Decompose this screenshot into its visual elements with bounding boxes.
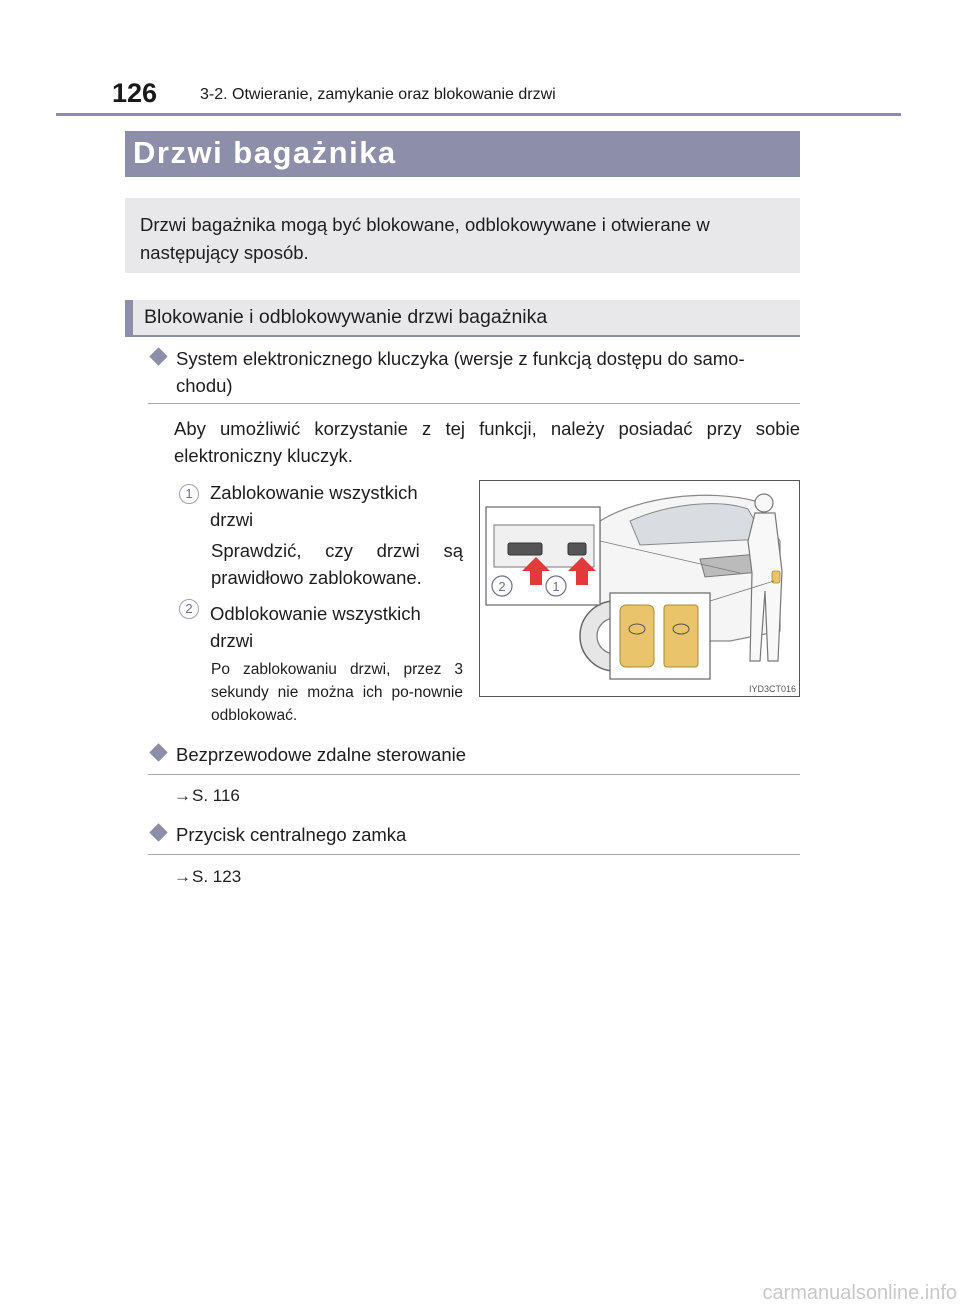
item-title: Odblokowanie wszystkich drzwi	[210, 603, 421, 651]
header-rule	[56, 113, 901, 116]
callout-label: 2	[498, 579, 506, 594]
subsection-smart-key	[148, 345, 800, 399]
section-heading	[125, 300, 800, 337]
item-number-circle: 1	[179, 484, 199, 504]
trunk-illustration	[479, 480, 800, 697]
page-reference	[174, 786, 240, 806]
item-note: Po zablokowaniu drzwi, przez 3 sekundy nie można ich po-nownie odblokować.	[211, 661, 463, 724]
car-rear-drawing	[480, 481, 800, 697]
lock-button	[568, 543, 586, 555]
subsection-title: System elektronicznego kluczyka (wersje z funkcją dostępu do samo-chodu)	[176, 348, 745, 396]
arrow-right-icon: →	[174, 786, 191, 805]
intro-box: Drzwi bagażnika mogą być blokowane, odblokowywane i otwierane w następujący sposób.	[125, 198, 800, 273]
diamond-bullet-icon	[149, 743, 167, 761]
subsection-title: Przycisk centralnego zamka	[176, 824, 407, 845]
diamond-bullet-icon	[149, 823, 167, 841]
unlock-button	[508, 543, 542, 555]
arrow-right-icon: →	[174, 867, 191, 886]
key-fob-side	[620, 605, 654, 667]
key-fob-front	[664, 605, 698, 667]
title-bar	[125, 131, 800, 177]
watermark: carmanualsonline.info	[762, 1282, 957, 1304]
item-number-circle: 2	[179, 599, 199, 619]
subsection-rule	[148, 403, 800, 404]
person-body	[748, 513, 782, 661]
subsection-central-lock	[148, 821, 800, 848]
item-description: Sprawdzić, czy drzwi są prawidłowo zablokowane.	[211, 540, 463, 588]
person-head	[755, 494, 773, 512]
subsection-body: Aby umożliwić korzystanie z tej funkcji, należy posiadać przy sobie elektroniczny kluczyk.	[174, 418, 800, 466]
page-title: Drzwi bagażnika	[133, 135, 397, 170]
subsection-title: Bezprzewodowe zdalne sterowanie	[176, 744, 467, 765]
page-reference-text: S. 116	[192, 786, 240, 805]
page-reference-text: S. 123	[192, 867, 242, 886]
page-reference	[174, 867, 241, 887]
callout-label: 1	[552, 579, 560, 594]
page-number: 126	[112, 78, 158, 108]
figure-code: IYD3CT016	[748, 684, 796, 694]
item-title: Zablokowanie wszystkich drzwi	[210, 482, 418, 530]
subsection-remote	[148, 741, 800, 768]
subsection-rule	[148, 854, 800, 855]
subsection-rule	[148, 774, 800, 775]
section-title: Blokowanie i odblokowywanie drzwi bagażnika	[144, 306, 548, 328]
diamond-bullet-icon	[149, 347, 167, 365]
chapter-header: 3-2. Otwieranie, zamykanie oraz blokowanie drzwi	[200, 86, 556, 103]
